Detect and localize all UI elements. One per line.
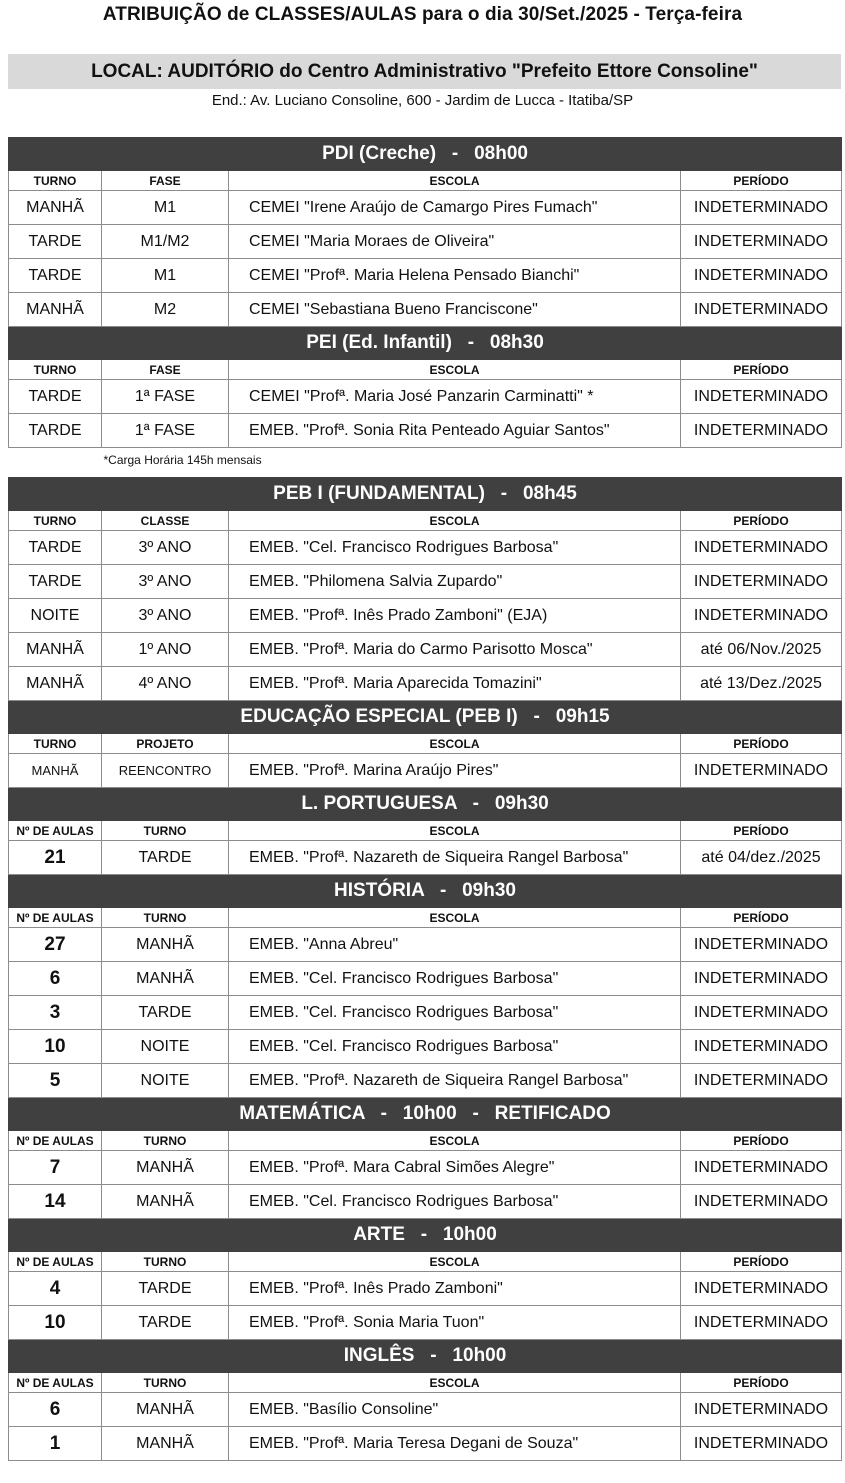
column-header: PERÍODO [681, 1131, 842, 1151]
table-row [9, 414, 842, 448]
cell-col1: TARDE [9, 259, 102, 293]
column-headers [9, 511, 842, 531]
table-row [9, 633, 842, 667]
cell-col1: 10 [9, 1306, 102, 1340]
cell-school: EMEB. "Profª. Nazareth de Siqueira Rangel Barbosa" [229, 1064, 681, 1098]
cell-col1: 14 [9, 1185, 102, 1219]
column-header: PERÍODO [681, 171, 842, 191]
cell-school: EMEB. "Cel. Francisco Rodrigues Barbosa" [229, 962, 681, 996]
cell-school: CEMEI "Maria Moraes de Oliveira" [229, 225, 681, 259]
column-headers [9, 734, 842, 754]
cell-period: INDETERMINADO [681, 1272, 842, 1306]
column-header: ESCOLA [229, 1373, 681, 1393]
table-row [9, 565, 842, 599]
section-header [9, 788, 842, 821]
column-header: TURNO [102, 1252, 229, 1272]
cell-school: EMEB. "Cel. Francisco Rodrigues Barbosa" [229, 1030, 681, 1064]
cell-period: INDETERMINADO [681, 191, 842, 225]
address-line: End.: Av. Luciano Consoline, 600 - Jardim de Lucca - Itatiba/SP [211, 92, 634, 109]
cell-col2: REENCONTRO [102, 754, 229, 788]
cell-school: CEMEI "Profª. Maria Helena Pensado Bianchi" [229, 259, 681, 293]
cell-school: EMEB. "Cel. Francisco Rodrigues Barbosa" [229, 1185, 681, 1219]
cell-period: até 13/Dez./2025 [681, 667, 842, 701]
cell-col1: TARDE [9, 531, 102, 565]
section-header [9, 1340, 842, 1373]
cell-period: INDETERMINADO [681, 259, 842, 293]
column-header: FASE [102, 171, 229, 191]
table-row [9, 1064, 842, 1098]
cell-period: INDETERMINADO [681, 1064, 842, 1098]
column-header: FASE [102, 360, 229, 380]
cell-period: INDETERMINADO [681, 754, 842, 788]
section-title: PEB I (FUNDAMENTAL) - 08h45 [9, 478, 842, 511]
column-header: TURNO [9, 734, 102, 754]
table-row [9, 1272, 842, 1306]
cell-period: INDETERMINADO [681, 996, 842, 1030]
section-header [9, 875, 842, 908]
cell-col2: 4º ANO [102, 667, 229, 701]
cell-col1: 3 [9, 996, 102, 1030]
section-header [9, 701, 842, 734]
cell-col2: M1 [102, 191, 229, 225]
cell-school: EMEB. "Profª. Maria Aparecida Tomazini" [229, 667, 681, 701]
section-header [9, 478, 842, 511]
cell-col2: 3º ANO [102, 531, 229, 565]
cell-period: INDETERMINADO [681, 1151, 842, 1185]
cell-col1: 4 [9, 1272, 102, 1306]
cell-school: EMEB. "Anna Abreu" [229, 928, 681, 962]
column-header: PERÍODO [681, 360, 842, 380]
cell-col1: 7 [9, 1151, 102, 1185]
column-headers [9, 1252, 842, 1272]
table-row [9, 962, 842, 996]
cell-period: INDETERMINADO [681, 962, 842, 996]
location-banner: LOCAL: AUDITÓRIO do Centro Administrativo "Prefeito Ettore Consoline" [8, 54, 841, 89]
section-header [9, 327, 842, 360]
cell-col1: TARDE [9, 565, 102, 599]
cell-col1: MANHÃ [9, 293, 102, 327]
section-header [9, 1219, 842, 1252]
table-row [9, 259, 842, 293]
table-row [9, 1393, 842, 1427]
column-headers [9, 821, 842, 841]
cell-col1: MANHÃ [9, 667, 102, 701]
cell-school: EMEB. "Profª. Nazareth de Siqueira Rangel Barbosa" [229, 841, 681, 875]
table-row [9, 1030, 842, 1064]
section-title: HISTÓRIA - 09h30 [9, 875, 842, 908]
cell-school: CEMEI "Irene Araújo de Camargo Pires Fumach" [229, 191, 681, 225]
cell-school: EMEB. "Philomena Salvia Zupardo" [229, 565, 681, 599]
cell-col1: TARDE [9, 225, 102, 259]
column-header: PROJETO [102, 734, 229, 754]
column-header: PERÍODO [681, 908, 842, 928]
cell-col1: 6 [9, 1393, 102, 1427]
column-header: PERÍODO [681, 1252, 842, 1272]
cell-period: INDETERMINADO [681, 293, 842, 327]
table-row [9, 599, 842, 633]
cell-period: INDETERMINADO [681, 928, 842, 962]
column-header: TURNO [102, 1131, 229, 1151]
column-header: ESCOLA [229, 821, 681, 841]
cell-col2: MANHÃ [102, 1185, 229, 1219]
cell-period: até 04/dez./2025 [681, 841, 842, 875]
column-header: ESCOLA [229, 171, 681, 191]
section-title: PDI (Creche) - 08h00 [9, 138, 842, 171]
cell-school: EMEB. "Profª. Sonia Rita Penteado Aguiar Santos" [229, 414, 681, 448]
table-row [9, 225, 842, 259]
cell-col2: TARDE [102, 1272, 229, 1306]
cell-school: CEMEI "Sebastiana Bueno Franciscone" [229, 293, 681, 327]
cell-period: INDETERMINADO [681, 565, 842, 599]
column-header: Nº DE AULAS [9, 1373, 102, 1393]
column-header: PERÍODO [681, 821, 842, 841]
cell-col2: 3º ANO [102, 565, 229, 599]
column-header: PERÍODO [681, 1373, 842, 1393]
column-headers [9, 171, 842, 191]
cell-col1: 6 [9, 962, 102, 996]
cell-col2: M1/M2 [102, 225, 229, 259]
section-header [9, 1098, 842, 1131]
column-headers [9, 908, 842, 928]
cell-col1: 21 [9, 841, 102, 875]
cell-period: INDETERMINADO [681, 414, 842, 448]
column-header: ESCOLA [229, 360, 681, 380]
column-header: ESCOLA [229, 734, 681, 754]
cell-col1: TARDE [9, 380, 102, 414]
column-header: Nº DE AULAS [9, 1131, 102, 1151]
table-row [9, 1151, 842, 1185]
column-header: PERÍODO [681, 734, 842, 754]
cell-col2: MANHÃ [102, 928, 229, 962]
cell-col2: M1 [102, 259, 229, 293]
column-header: TURNO [9, 171, 102, 191]
column-header: Nº DE AULAS [9, 908, 102, 928]
column-header: CLASSE [102, 511, 229, 531]
table-row [9, 293, 842, 327]
cell-school: EMEB. "Profª. Mara Cabral Simões Alegre" [229, 1151, 681, 1185]
section-title: PEI (Ed. Infantil) - 08h30 [9, 327, 842, 360]
cell-col2: TARDE [102, 1306, 229, 1340]
cell-col2: MANHÃ [102, 1427, 229, 1461]
cell-school: CEMEI "Profª. Maria José Panzarin Carminatti" * [229, 380, 681, 414]
cell-period: INDETERMINADO [681, 599, 842, 633]
table-row [9, 928, 842, 962]
column-header: TURNO [9, 360, 102, 380]
column-headers [9, 360, 842, 380]
column-header: Nº DE AULAS [9, 821, 102, 841]
cell-col1: 27 [9, 928, 102, 962]
section-title: INGLÊS - 10h00 [9, 1340, 842, 1373]
cell-col1: TARDE [9, 414, 102, 448]
column-headers [9, 1373, 842, 1393]
section-title: EDUCAÇÃO ESPECIAL (PEB I) - 09h15 [9, 701, 842, 734]
column-header: TURNO [102, 821, 229, 841]
cell-period: INDETERMINADO [681, 1185, 842, 1219]
cell-school: EMEB. "Profª. Maria Teresa Degani de Souza" [229, 1427, 681, 1461]
table-row [9, 1427, 842, 1461]
cell-school: EMEB. "Basílio Consoline" [229, 1393, 681, 1427]
cell-col1: MANHÃ [9, 191, 102, 225]
cell-col2: NOITE [102, 1064, 229, 1098]
cell-period: INDETERMINADO [681, 1427, 842, 1461]
note-row [9, 448, 842, 472]
cell-col2: MANHÃ [102, 1151, 229, 1185]
cell-school: EMEB. "Profª. Sonia Maria Tuon" [229, 1306, 681, 1340]
cell-period: INDETERMINADO [681, 380, 842, 414]
cell-period: INDETERMINADO [681, 531, 842, 565]
cell-school: EMEB. "Profª. Maria do Carmo Parisotto Mosca" [229, 633, 681, 667]
cell-col1: NOITE [9, 599, 102, 633]
page-title: ATRIBUIÇÃO de CLASSES/AULAS para o dia 30/Set./2025 - Terça-feira [102, 4, 743, 25]
cell-period: até 06/Nov./2025 [681, 633, 842, 667]
cell-school: EMEB. "Profª. Inês Prado Zamboni" (EJA) [229, 599, 681, 633]
cell-col1: MANHÃ [9, 754, 102, 788]
cell-col2: TARDE [102, 996, 229, 1030]
table-row [9, 996, 842, 1030]
cell-school: EMEB. "Profª. Inês Prado Zamboni" [229, 1272, 681, 1306]
schedule-tables [8, 137, 841, 1461]
section-title: ARTE - 10h00 [9, 1219, 842, 1252]
column-header: TURNO [102, 1373, 229, 1393]
cell-school: EMEB. "Profª. Marina Araújo Pires" [229, 754, 681, 788]
cell-school: EMEB. "Cel. Francisco Rodrigues Barbosa" [229, 531, 681, 565]
cell-col1: 5 [9, 1064, 102, 1098]
cell-period: INDETERMINADO [681, 1306, 842, 1340]
column-headers [9, 1131, 842, 1151]
table-row [9, 191, 842, 225]
column-header: PERÍODO [681, 511, 842, 531]
cell-col1: 10 [9, 1030, 102, 1064]
section-title: MATEMÁTICA - 10h00 - RETIFICADO [9, 1098, 842, 1131]
cell-col2: MANHÃ [102, 1393, 229, 1427]
table-row [9, 667, 842, 701]
table-row [9, 841, 842, 875]
table-row [9, 1306, 842, 1340]
cell-col2: 1ª FASE [102, 380, 229, 414]
cell-col2: TARDE [102, 841, 229, 875]
section-title: L. PORTUGUESA - 09h30 [9, 788, 842, 821]
cell-col1: MANHÃ [9, 633, 102, 667]
column-header: ESCOLA [229, 1131, 681, 1151]
footnote: *Carga Horária 145h mensais [103, 452, 262, 467]
cell-col2: MANHÃ [102, 962, 229, 996]
column-header: ESCOLA [229, 908, 681, 928]
cell-period: INDETERMINADO [681, 1030, 842, 1064]
column-header: TURNO [102, 908, 229, 928]
cell-school: EMEB. "Cel. Francisco Rodrigues Barbosa" [229, 996, 681, 1030]
cell-col2: NOITE [102, 1030, 229, 1064]
cell-col2: M2 [102, 293, 229, 327]
section-header [9, 138, 842, 171]
column-header: Nº DE AULAS [9, 1252, 102, 1272]
column-header: TURNO [9, 511, 102, 531]
cell-period: INDETERMINADO [681, 225, 842, 259]
schedule-table [8, 137, 842, 1461]
table-row [9, 531, 842, 565]
table-row [9, 754, 842, 788]
cell-period: INDETERMINADO [681, 1393, 842, 1427]
column-header: ESCOLA [229, 511, 681, 531]
cell-col2: 3º ANO [102, 599, 229, 633]
table-row [9, 380, 842, 414]
cell-col1: 1 [9, 1427, 102, 1461]
column-header: ESCOLA [229, 1252, 681, 1272]
cell-col2: 1º ANO [102, 633, 229, 667]
table-row [9, 1185, 842, 1219]
cell-col2: 1ª FASE [102, 414, 229, 448]
